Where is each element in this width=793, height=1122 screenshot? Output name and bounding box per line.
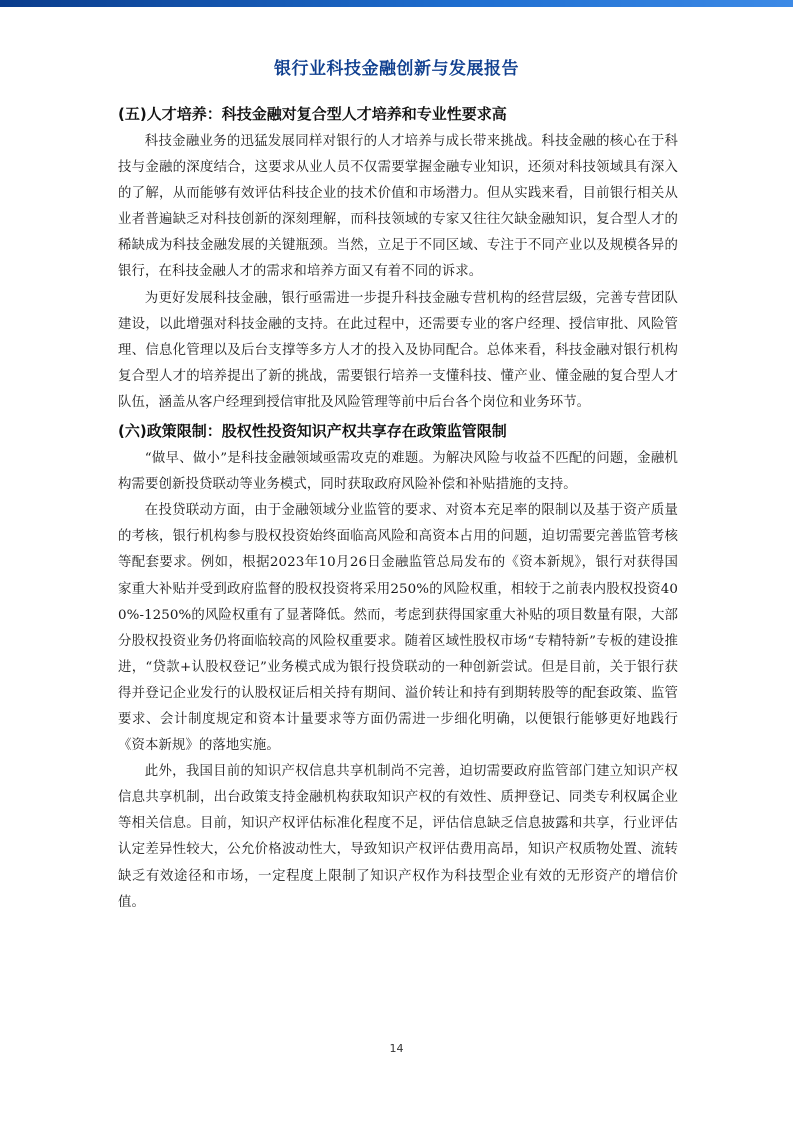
section-policy (118, 420, 678, 916)
paragraph: 为更好发展科技金融，银行亟需进一步提升科技金融专营机构的经营层级，完善专营团队建设，以此增强对科技金融的支持。在此过程中，还需要专业的客户经理、授信审批、风险管理、信息化管理以及后台支撑等多方人才的投入及协同配合。总体来看，科技金融对银行机构复合型人才的培养提出了新的挑战，需要银行培养一支懂科技、懂产业、懂金融的复合型人才队伍，涵盖从客户经理到授信审批及风险管理等前中后台各个岗位和业务环节。 (118, 290, 678, 410)
paragraph: 科技金融业务的迅猛发展同样对银行的人才培养与成长带来挑战。科技金融的核心在于科技与金融的深度结合，这要求从业人员不仅需要掌握金融专业知识，还须对科技领域具有深入的了解，从而能够有效评估科技企业的技术价值和市场潜力。但从实践来看，目前银行相关从业者普遍缺乏对科技创新的深刻理解，而科技领域的专家又往往欠缺金融知识，复合型人才的稀缺成为科技金融发展的关键瓶颈。当然，立足于不同区域、专注于不同产业以及规模各异的银行，在科技金融人才的需求和培养方面又有着不同的诉求。 (118, 134, 678, 280)
paragraph: 此外，我国目前的知识产权信息共享机制尚不完善，迫切需要政府监管部门建立知识产权信息共享机制，出台政策支持金融机构获取知识产权的有效性、质押登记、同类专利权属企业等相关信息。目前，知识产权评估标准化程度不足，评估信息缺乏信息披露和共享，行业评估认定差异性较大，公允价格波动性大，导致知识产权评估费用高昂，知识产权质物处置、流转缺乏有效途径和市场，一定程度上限制了知识产权作为科技型企业有效的无形资产的增信价值。 (118, 764, 678, 910)
paragraph: “做早、做小”是科技金融领域亟需攻克的难题。为解决风险与收益不匹配的问题，金融机构需要创新投贷联动等业务模式，同时获取政府风险补偿和补贴措施的支持。 (118, 451, 678, 493)
section-talent (118, 103, 678, 416)
header-accent-bar (0, 0, 793, 7)
section-heading: (五)人才培养：科技金融对复合型人才培养和专业性要求高 (118, 105, 507, 123)
page-number: 14 (389, 1042, 404, 1055)
document-body (118, 103, 678, 916)
paragraph: 在投贷联动方面，由于金融领域分业监管的要求、对资本充足率的限制以及基于资产质量的考核，银行机构参与股权投资始终面临高风险和高资本占用的问题，迫切需要完善监管考核等配套要求。例如，根据2023年10月26日金融监管总局发布的《资本新规》，银行对获得国家重大补贴并受到政府监督的股权投资将采用250%的风险权重，相较于之前表内股权投资400%-1250%的风险权重有了显著降低。然而，考虑到获得国家重大补贴的项目数量有限，大部分股权投资业务仍将面临较高的风险权重要求。随着区域性股权市场“专精特新”专板的建设推进，“贷款+认股权登记”业务模式成为银行投贷联动的一种创新尝试。但是目前，关于银行获得并登记企业发行的认股权证后相关持有期间、溢价转让和持有到期转股等的配套政策、监管要求、会计制度规定和资本计量要求等方面仍需进一步细化明确，以便银行能够更好地践行《资本新规》的落地实施。 (118, 503, 678, 754)
page-title: 银行业科技金融创新与发展报告 (274, 59, 519, 79)
section-heading: (六)政策限制：股权性投资知识产权共享存在政策监管限制 (118, 422, 507, 441)
